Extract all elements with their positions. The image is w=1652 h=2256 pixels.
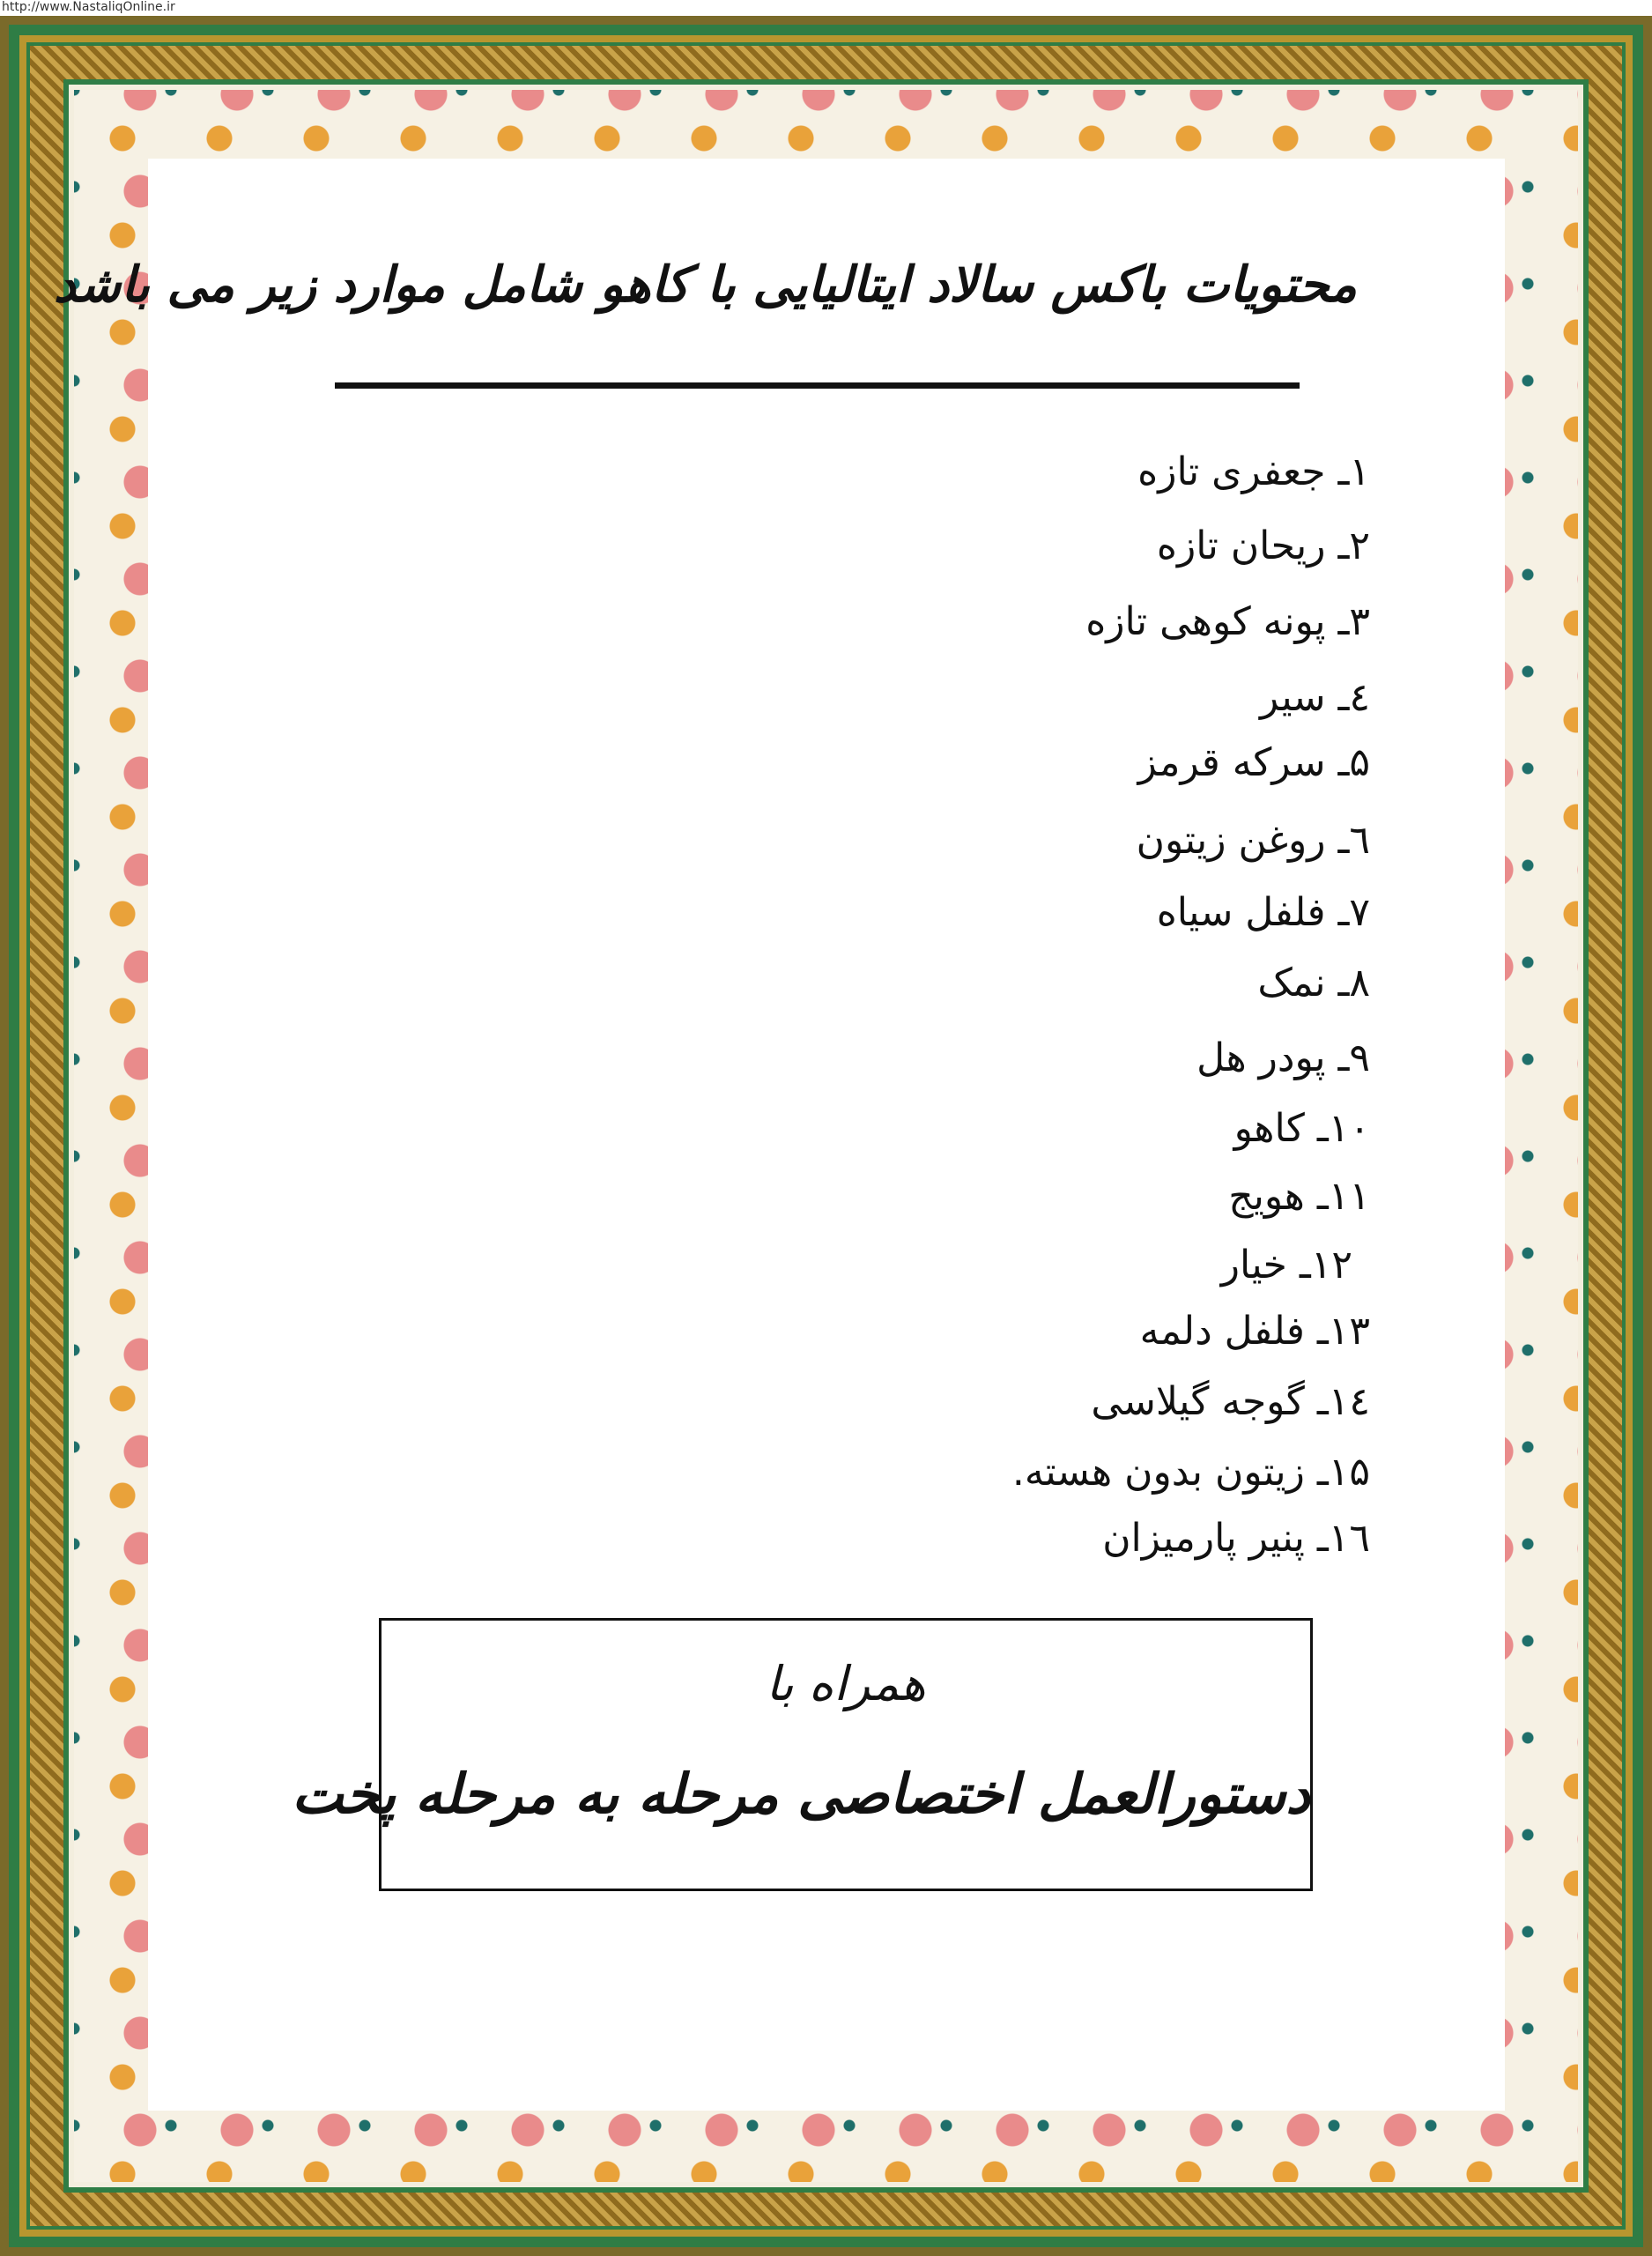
list-item: ۱۵ـ زیتون بدون هسته.	[1011, 1450, 1370, 1495]
list-item: ۳ـ پونه کوهی تازه	[1085, 599, 1370, 644]
title-underline	[335, 382, 1300, 389]
list-item: ۱ـ جعفری تازه	[1137, 449, 1370, 494]
list-item: ۱٦ـ پنیر پارمیزان	[1102, 1516, 1370, 1561]
list-item: ۱۱ـ هویج	[1228, 1174, 1370, 1219]
box-main-text: دستورالعمل اختصاصی مرحله به مرحله پخت	[292, 1762, 1310, 1826]
list-item: ٤ـ سیر	[1260, 675, 1370, 720]
list-item: ٦ـ روغن زیتون	[1136, 818, 1370, 863]
box-subtitle: همراه با	[766, 1656, 926, 1711]
list-item: ۹ـ پودر هل	[1196, 1035, 1370, 1080]
list-item: ۱٤ـ گوجه گیلاسی	[1091, 1379, 1370, 1424]
watermark-url: http://www.NastaliqOnline.ir	[2, 0, 175, 14]
list-item: ۱۳ـ فلفل دلمه	[1139, 1309, 1370, 1354]
page-title: محتویات باکس سالاد ایتالیایی با کاهو شامل موارد زیر می باشد	[53, 256, 1357, 314]
list-item: ۱۰ـ کاهو	[1233, 1106, 1370, 1151]
list-item: ۲ـ ریحان تازه	[1156, 523, 1370, 568]
list-item: ۸ـ نمک	[1257, 961, 1370, 1006]
list-item: ۱۲ـ خیار	[1220, 1243, 1352, 1288]
list-item: ۷ـ فلفل سیاه	[1156, 890, 1370, 935]
recipe-note-box	[292, 1618, 1313, 1891]
list-item: ۵ـ سرکه قرمز	[1137, 740, 1370, 785]
